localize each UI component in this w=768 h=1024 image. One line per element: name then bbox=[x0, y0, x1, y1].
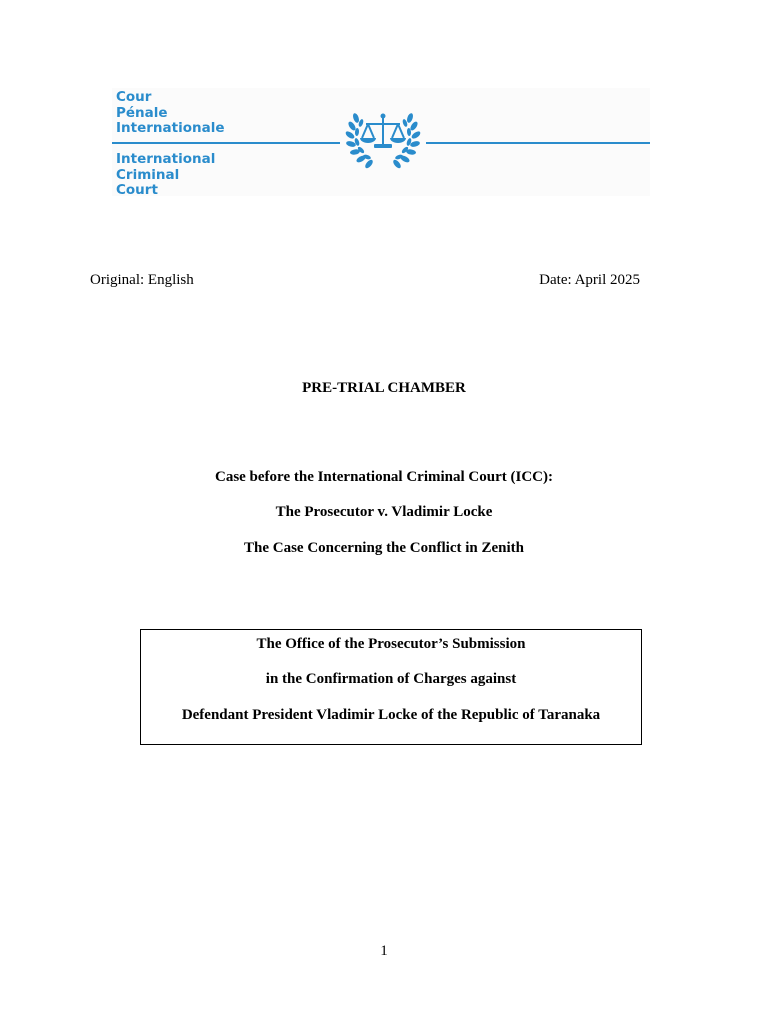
submission-subtitle: in the Confirmation of Charges against bbox=[265, 671, 517, 687]
logo-divider-left bbox=[112, 142, 340, 144]
page-number: 1 bbox=[380, 943, 388, 959]
submission-defendant: Defendant President Vladimir Locke of the Republic of Taranaka bbox=[181, 707, 601, 723]
case-line-conflict: The Case Concerning the Conflict in Zenith bbox=[243, 540, 524, 556]
case-line-court: Case before the International Criminal Court (ICC): bbox=[214, 469, 553, 485]
logo-english-name bbox=[116, 152, 215, 199]
logo-french-name bbox=[116, 90, 224, 137]
logo-text-line: Internationale bbox=[116, 120, 225, 136]
submission-box bbox=[140, 629, 642, 745]
case-line-parties: The Prosecutor v. Vladimir Locke bbox=[275, 504, 493, 520]
logo-text-line: Pénale bbox=[116, 104, 168, 121]
logo-text-line: Court bbox=[116, 182, 158, 198]
logo-text-line: International bbox=[116, 151, 216, 167]
logo-divider-right bbox=[426, 142, 650, 144]
chamber-title: PRE-TRIAL CHAMBER bbox=[302, 380, 466, 396]
original-language: Original: English bbox=[90, 272, 194, 288]
logo-text-line: Cour bbox=[116, 89, 152, 105]
submission-title: The Office of the Prosecutor’s Submission bbox=[256, 636, 526, 652]
document-date: Date: April 2025 bbox=[539, 272, 640, 288]
scales-of-justice-laurel-icon bbox=[344, 104, 422, 172]
logo-text-line: Criminal bbox=[116, 166, 180, 183]
icc-logo bbox=[112, 88, 650, 196]
